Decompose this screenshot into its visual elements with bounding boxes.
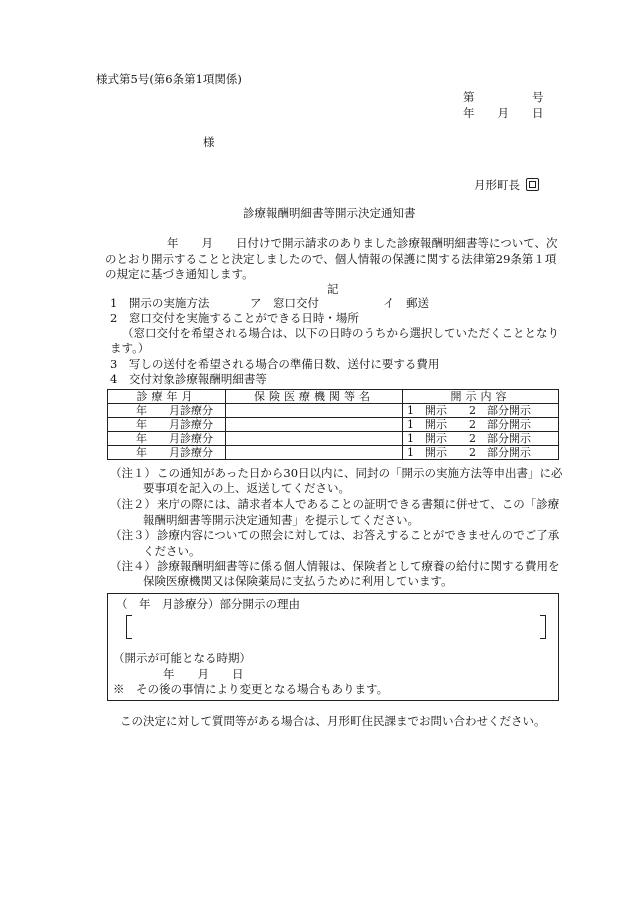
cell-month: 年 月診療分 [108,446,226,460]
item1-label: 1 開示の実施方法 [110,296,210,310]
cell-content: 1 開示 2 部分開示 [403,446,559,460]
issuer [474,178,539,192]
left-bracket [126,615,132,639]
item2-note-1: （窓口交付を希望される場合は、以下の日時のうちから選択していただくこととなり [122,326,559,340]
item3-label: 3 写しの送付を希望される場合の準備日数、送付に要する費用 [110,357,440,371]
cell-institution [226,446,403,460]
cell-month: 年 月診療分 [108,404,226,418]
cell-month: 年 月診療分 [108,432,226,446]
table-row [108,404,559,418]
note-4-line-2: 保険医療機関又は保険薬局に支払うために利用しています。 [143,574,453,588]
cell-institution [226,418,403,432]
item2-note-2: ます。） [110,341,150,355]
document-number: 第 号 [463,90,544,104]
note-1-line-2: 要事項を記入の上、返送してください。 [143,481,350,495]
issuer-name: 月形町長 [474,178,520,192]
intro-line-1: 年 月 日付けで開示請求のありました診療報酬明細書等について、次 [167,236,558,250]
note-2-line-2: 報酬明細書等開示決定通知書」を提示してください。 [143,513,419,527]
form-label: 様式第5号(第6条第1項関係) [96,72,242,86]
header-institution: 保険医療機関等名 [226,390,403,404]
cell-content: 1 開示 2 部分開示 [403,418,559,432]
note-4-label: （注４） [110,559,156,573]
document-title: 診療報酬明細書等開示決定通知書 [243,206,416,220]
item1-option-i: イ 郵送 [383,296,429,310]
intro-line-3: の規定に基づき通知します。 [105,267,254,281]
cell-institution [226,432,403,446]
note-3-line-2: ください。 [143,544,201,558]
partial-disclosure-box [107,593,559,701]
header-content: 開示内容 [403,390,559,404]
disclaimer: ※ その後の事情により変更となる場合もあります。 [113,682,389,696]
timing-label: （開示が可能となる時期） [113,651,251,665]
item4-label: 4 交付対象診療報酬明細書等 [110,372,267,386]
table-row [108,432,559,446]
footer-contact: この決定に対して質問等がある場合は、月形町住民課までお問い合わせください。 [120,714,546,728]
table-header-row [108,390,559,404]
cell-month: 年 月診療分 [108,418,226,432]
table-row [108,418,559,432]
cell-content: 1 開示 2 部分開示 [403,404,559,418]
right-bracket [540,615,546,639]
note-1-label: （注１） [110,466,156,480]
issue-date: 年 月 日 [463,106,544,120]
cell-institution [226,404,403,418]
target-statements-table [107,389,559,460]
seal-icon [526,178,539,191]
note-1-line-1: この通知があった日から30日以内に、同封の「開示の実施方法等申出書」に必 [157,466,563,480]
note-2-line-1: 来庁の際には、請求者本人であることの証明できる書類に併せて、この「診療 [157,497,560,511]
cell-content: 1 開示 2 部分開示 [403,432,559,446]
note-4-line-1: 診療報酬明細書等に係る個人情報は、保険者として療養の給付に関する費用を [157,559,560,573]
partial-disclosure-heading: （ 年 月診療分）部分開示の理由 [116,597,300,611]
note-3-line-1: 診療内容についての照会に対しては、お答えすることができませんのでご了承 [157,528,560,542]
intro-line-2: のとおり開示することと決定しましたので、個人情報の保護に関する法律第29条第１項 [105,252,557,266]
table-row [108,446,559,460]
timing-date: 年 月 日 [163,667,244,681]
item1-option-a: ア 窓口交付 [250,296,319,310]
ki-heading: 記 [327,282,339,296]
item2-label: 2 窓口交付を実施することができる日時・場所 [110,311,359,325]
header-month: 診療年月 [108,390,226,404]
note-2-label: （注２） [110,497,156,511]
note-3-label: （注３） [110,528,156,542]
addressee-suffix: 様 [203,135,215,149]
